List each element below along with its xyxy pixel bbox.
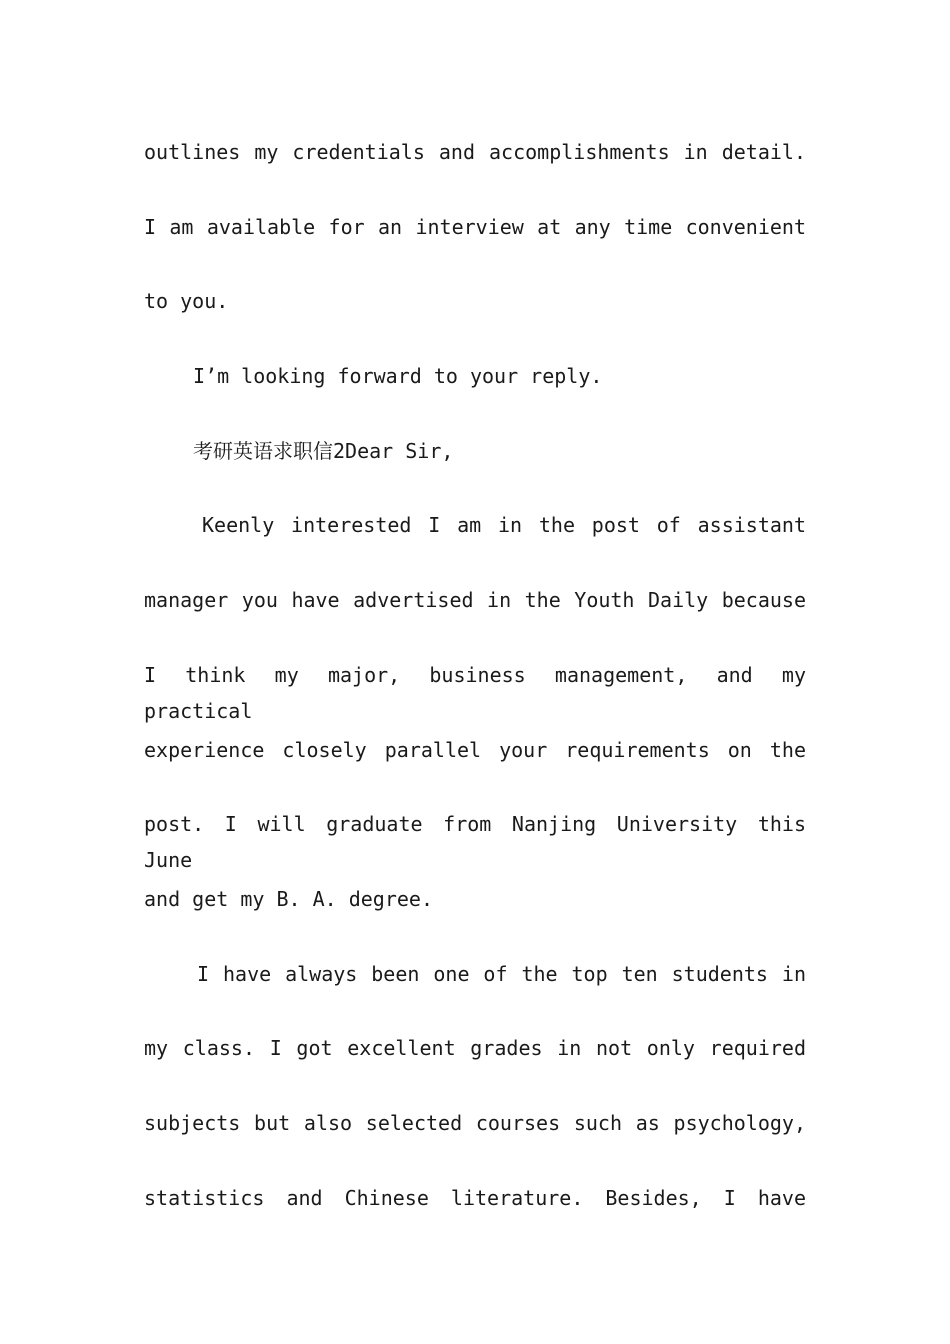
text-line: and get my B. A. degree. (144, 886, 433, 911)
text-line: to you. (144, 289, 229, 314)
text-line: I’m looking forward to your reply. (193, 364, 603, 389)
text-line: experience closely parallel your requirements on the (144, 737, 806, 762)
text-line: I am available for an interview at any time convenient (144, 214, 806, 239)
text-line: I think my major, business management, and my practical (144, 662, 806, 723)
text-line: statistics and Chinese literature. Besides, I have (144, 1185, 806, 1210)
text-line: manager you have advertised in the Youth Daily because (144, 588, 806, 613)
letter-heading-line: 考研英语求职信2Dear Sir, (193, 438, 454, 463)
text-line: Keenly interested I am in the post of assistant (202, 513, 806, 538)
text-line: outlines my credentials and accomplishments in detail. (144, 140, 806, 164)
text-line: post. I will graduate from Nanjing University this June (144, 812, 806, 873)
text-line: my class. I got excellent grades in not only required (144, 1036, 806, 1061)
text-line: I have always been one of the top ten students in (197, 961, 806, 986)
text-line: subjects but also selected courses such as psychology, (144, 1110, 806, 1135)
letter-body (144, 134, 806, 1254)
